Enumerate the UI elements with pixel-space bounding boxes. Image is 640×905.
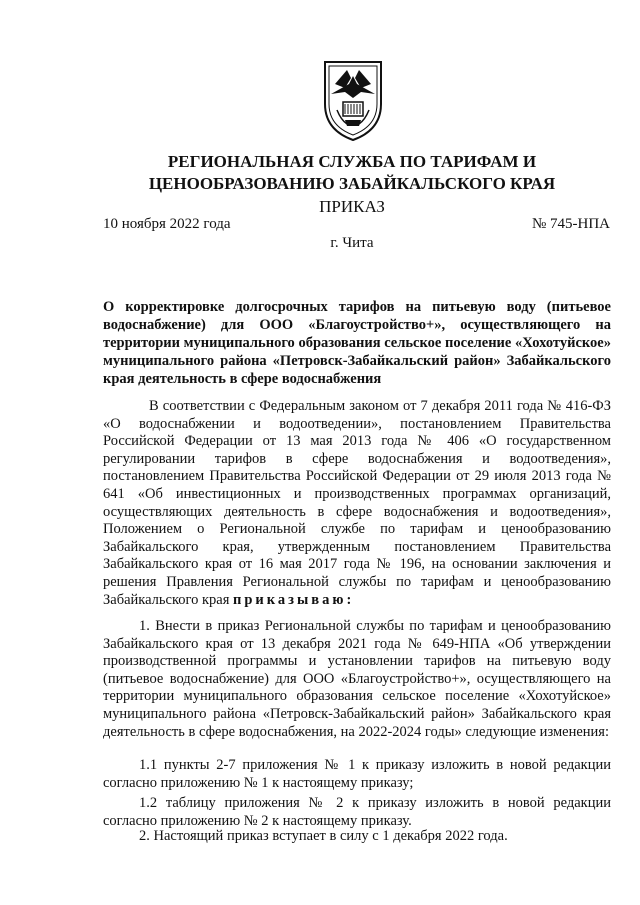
item-1-paragraph: 1. Внести в приказ Региональной службы по тарифам и ценообразованию Забайкальского края от 13 декабря 2021 года № 649-НПА «Об утверждении производственной программы и установлении тарифов на питьевую воду (питьевое водоснабжение) для ООО «Благоустройство+», осуществляющего на территории муниципального образования сельское поселение «Хохотуйское» муниципального района «Петровск-Забайкальский район» Забайкальского края деятельность в сфере водоснабжения, на 2022-2024 годы» следующие изменения: [103, 618, 611, 740]
item-1-2-paragraph: 1.2 таблицу приложения № 2 к приказу изложить в новой редакции согласно приложению № 2 к настоящему приказу. [103, 795, 611, 829]
coat-of-arms-icon [313, 58, 393, 142]
preamble-paragraph [103, 398, 611, 609]
document-title: ПРИКАЗ [319, 197, 385, 216]
org-name-line-2: ЦЕНООБРАЗОВАНИЮ ЗАБАЙКАЛЬСКОГО КРАЯ [148, 174, 556, 193]
order-subject: О корректировке долгосрочных тарифов на питьевую воду (питьевое водоснабжение) для ООО «Благоустройство+», осуществляющего на территории муниципального образования сельское поселение «Хохотуйское» муниципального района «Петровск-Забайкальский район» Забайкальского края деятельность в сфере водоснабжения [103, 299, 611, 387]
order-date: 10 ноября 2022 года [103, 216, 231, 232]
org-name-line-1: РЕГИОНАЛЬНАЯ СЛУЖБА ПО ТАРИФАМ И [167, 152, 537, 171]
item-1-1-paragraph: 1.1 пункты 2-7 приложения № 1 к приказу изложить в новой редакции согласно приложению № 1 к настоящему приказу; [103, 757, 611, 791]
preamble-text: В соответствии с Федеральным законом от 7 декабря 2011 года № 416-ФЗ «О водоснабжении и водоотведении», постановлением Правительства Российской Федерации от 13 мая 2013 года № 406 «О государственном регулировании тарифов в сфере водоснабжения и водоотведения», постановлением Правительства Российской Федерации от 29 июля 2013 года № 641 «Об инвестиционных и производственных программах организаций, осуществляющих деятельность в сфере водоснабжения и водоотведения», Положением о Региональной службе по тарифам и ценообразованию Забайкальского края, утвержденным постановлением Правительства Забайкальского края от 16 мая 2017 года № 196, на основании заключения и решения Правления Региональной службы по тарифам и ценообразованию Забайкальского края [103, 398, 611, 608]
preamble-command: приказываю: [233, 591, 355, 608]
order-city: г. Чита [330, 235, 374, 251]
item-2-paragraph: 2. Настоящий приказ вступает в силу с 1 декабря 2022 года. [139, 828, 508, 844]
order-number: № 745-НПА [531, 216, 610, 232]
